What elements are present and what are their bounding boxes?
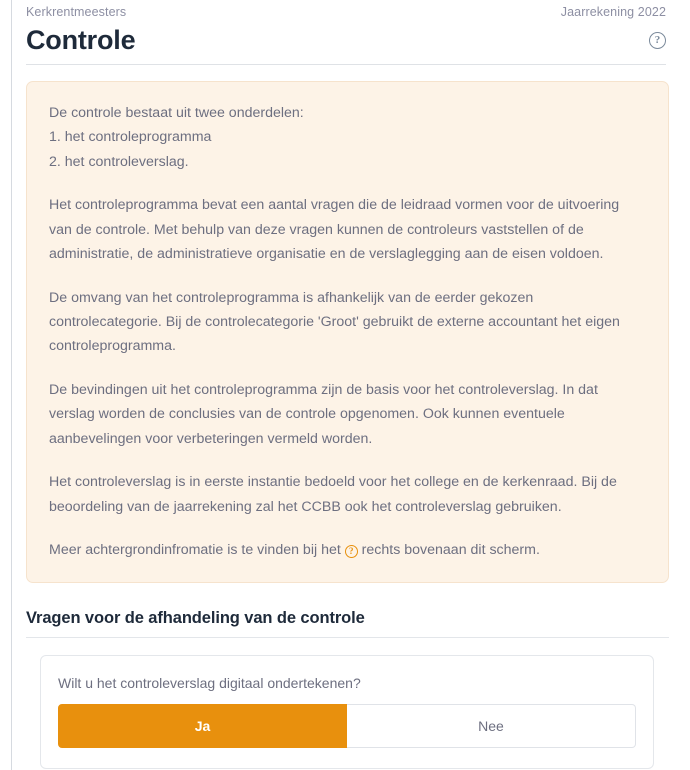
info-list-item-1: 1. het controleprogramma [49,129,212,146]
info-paragraph-3: De omvang van het controleprogramma is afhankelijk van de eerder gekozen controlecategorie. Bij de controlecategorie 'Groot' gebruikt de externe accountant het eigen controleprogramma. [49,289,620,355]
help-circle-inline-icon[interactable]: ? [345,545,358,558]
question-choice-group [58,704,636,748]
info-intro-block [49,101,646,174]
page-title: Controle [26,25,136,55]
question-card [40,655,654,769]
help-circle-icon[interactable]: ? [649,32,666,49]
info-intro-line: De controle bestaat uit twee onderdelen: [49,105,304,122]
info-paragraph-6 [49,538,646,562]
info-list-item-2: 2. het controleverslag. [49,153,189,170]
choice-option-nee[interactable]: Nee [347,704,636,748]
choice-option-ja[interactable]: Ja [58,704,347,748]
info-paragraph-5: Het controleverslag is in eerste instantie bedoeld voor het college en de kerkenraad. Bij de beoordeling van de jaarrekening zal het CCBB ook het controleverslag gebruiken. [49,474,617,515]
info-paragraph-6-before: Meer achtergrondinfromatie is te vinden bij het [49,541,345,558]
info-paragraph-6-after: rechts bovenaan dit scherm. [357,541,540,558]
breadcrumb [26,0,666,19]
question-label: Wilt u het controleverslag digitaal ondertekenen? [58,675,361,692]
page-header [26,25,666,65]
section-title-questions: Vragen voor de afhandeling van de controle [26,609,669,638]
info-paragraph-2: Het controleprogramma bevat een aantal vragen die de leidraad vormen voor de uitvoering van de controle. Met behulp van deze vragen kunnen de controleurs vaststellen of de administratie, de administratieve organisatie en de verslaglegging aan de eisen voldoen. [49,197,620,263]
info-panel [26,81,669,583]
page-container [12,0,690,770]
breadcrumb-organization: Kerkrentmeesters [26,5,127,19]
info-paragraph-4: De bevindingen uit het controleprogramma zijn de basis voor het controleverslag. In dat verslag worden de conclusies van de controle opgenomen. Ook kunnen eventuele aanbevelingen voor verbeteringen vermeld worden. [49,381,598,447]
breadcrumb-year: Jaarrekening 2022 [560,5,666,19]
